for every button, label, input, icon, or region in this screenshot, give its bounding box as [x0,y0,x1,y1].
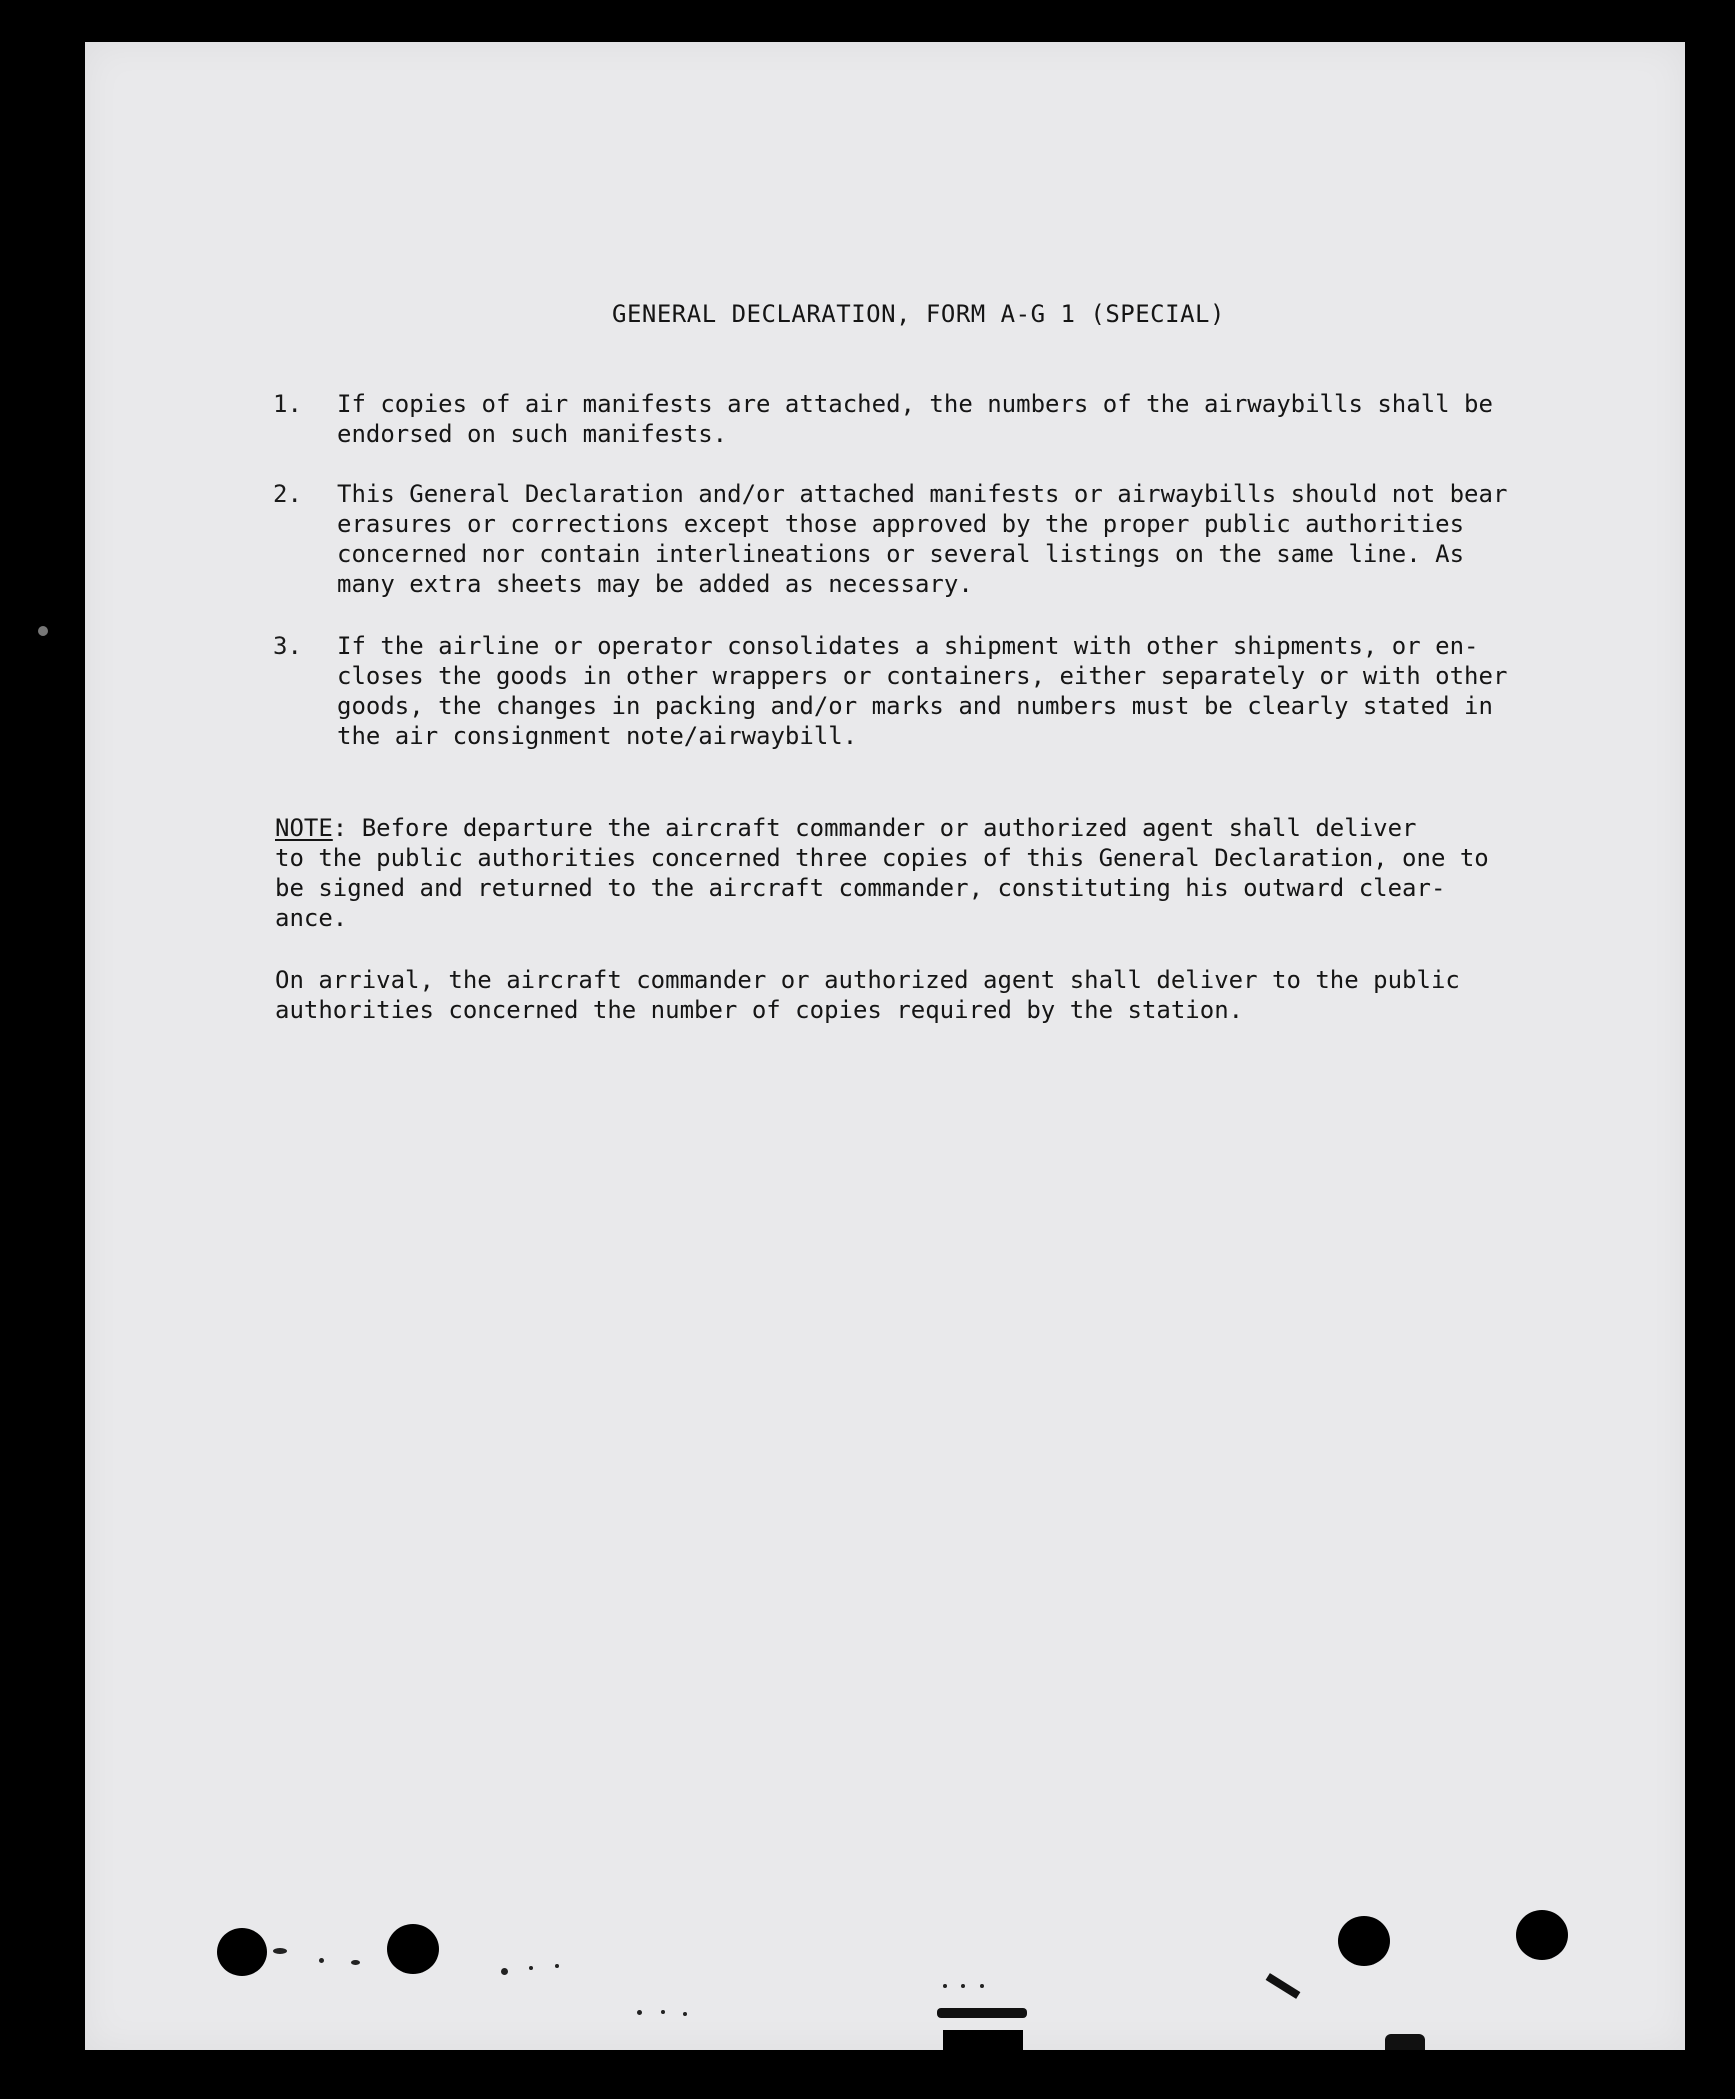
note-label: NOTE [275,814,333,842]
scan-speck [961,1984,965,1988]
scan-speck [683,2012,687,2016]
note-line: ance. [275,904,348,932]
note-first-line [275,814,1417,842]
punch-hole [217,1928,267,1976]
item-line: If copies of air manifests are attached, the numbers of the airwaybills shall be [337,390,1493,418]
item-line: goods, the changes in packing and/or marks and numbers must be clearly stated in [337,692,1493,720]
punch-hole [1516,1910,1568,1960]
margin-speck [38,626,48,636]
scan-speck [501,1968,508,1975]
scan-speck [661,2010,665,2014]
note-line: be signed and returned to the aircraft commander, constituting his outward clear- [275,874,1446,902]
item-line: concerned nor contain interlineations or several listings on the same line. As [337,540,1465,568]
item-line: endorsed on such manifests. [337,420,728,448]
item-line: closes the goods in other wrappers or containers, either separately or with other [337,662,1508,690]
scan-speck [637,2010,642,2015]
document-title: GENERAL DECLARATION, FORM A-G 1 (SPECIAL) [612,300,1225,328]
item-number: 1. [273,390,302,418]
item-line: erasures or corrections except those approved by the proper public authorities [337,510,1465,538]
scan-smudge [943,2030,1023,2050]
scan-smudge [1266,1973,1301,1999]
punch-hole [387,1924,439,1974]
scan-speck [273,1948,287,1954]
scan-speck [529,1966,533,1970]
note-first-line-text: : Before departure the aircraft commander or authorized agent shall deliver [332,814,1417,842]
scan-speck [555,1964,559,1968]
scan-speck [351,1960,360,1965]
paper-sheet [85,42,1685,2050]
scan-speck [319,1958,324,1963]
punch-hole [1338,1916,1390,1966]
item-line: If the airline or operator consolidates a shipment with other shipments, or en- [337,632,1479,660]
item-number: 2. [273,480,302,508]
arrival-line: authorities concerned the number of copies required by the station. [275,996,1244,1024]
item-line: This General Declaration and/or attached manifests or airwaybills should not bear [337,480,1508,508]
scan-smudge [1385,2034,1425,2050]
scan-speck [980,1984,984,1988]
arrival-line: On arrival, the aircraft commander or authorized agent shall deliver to the public [275,966,1460,994]
item-line: many extra sheets may be added as necessary. [337,570,973,598]
note-line: to the public authorities concerned three copies of this General Declaration, one to [275,844,1489,872]
item-line: the air consignment note/airwaybill. [337,722,858,750]
scan-speck [943,1984,947,1988]
item-number: 3. [273,632,302,660]
scan-smudge [937,2008,1027,2018]
